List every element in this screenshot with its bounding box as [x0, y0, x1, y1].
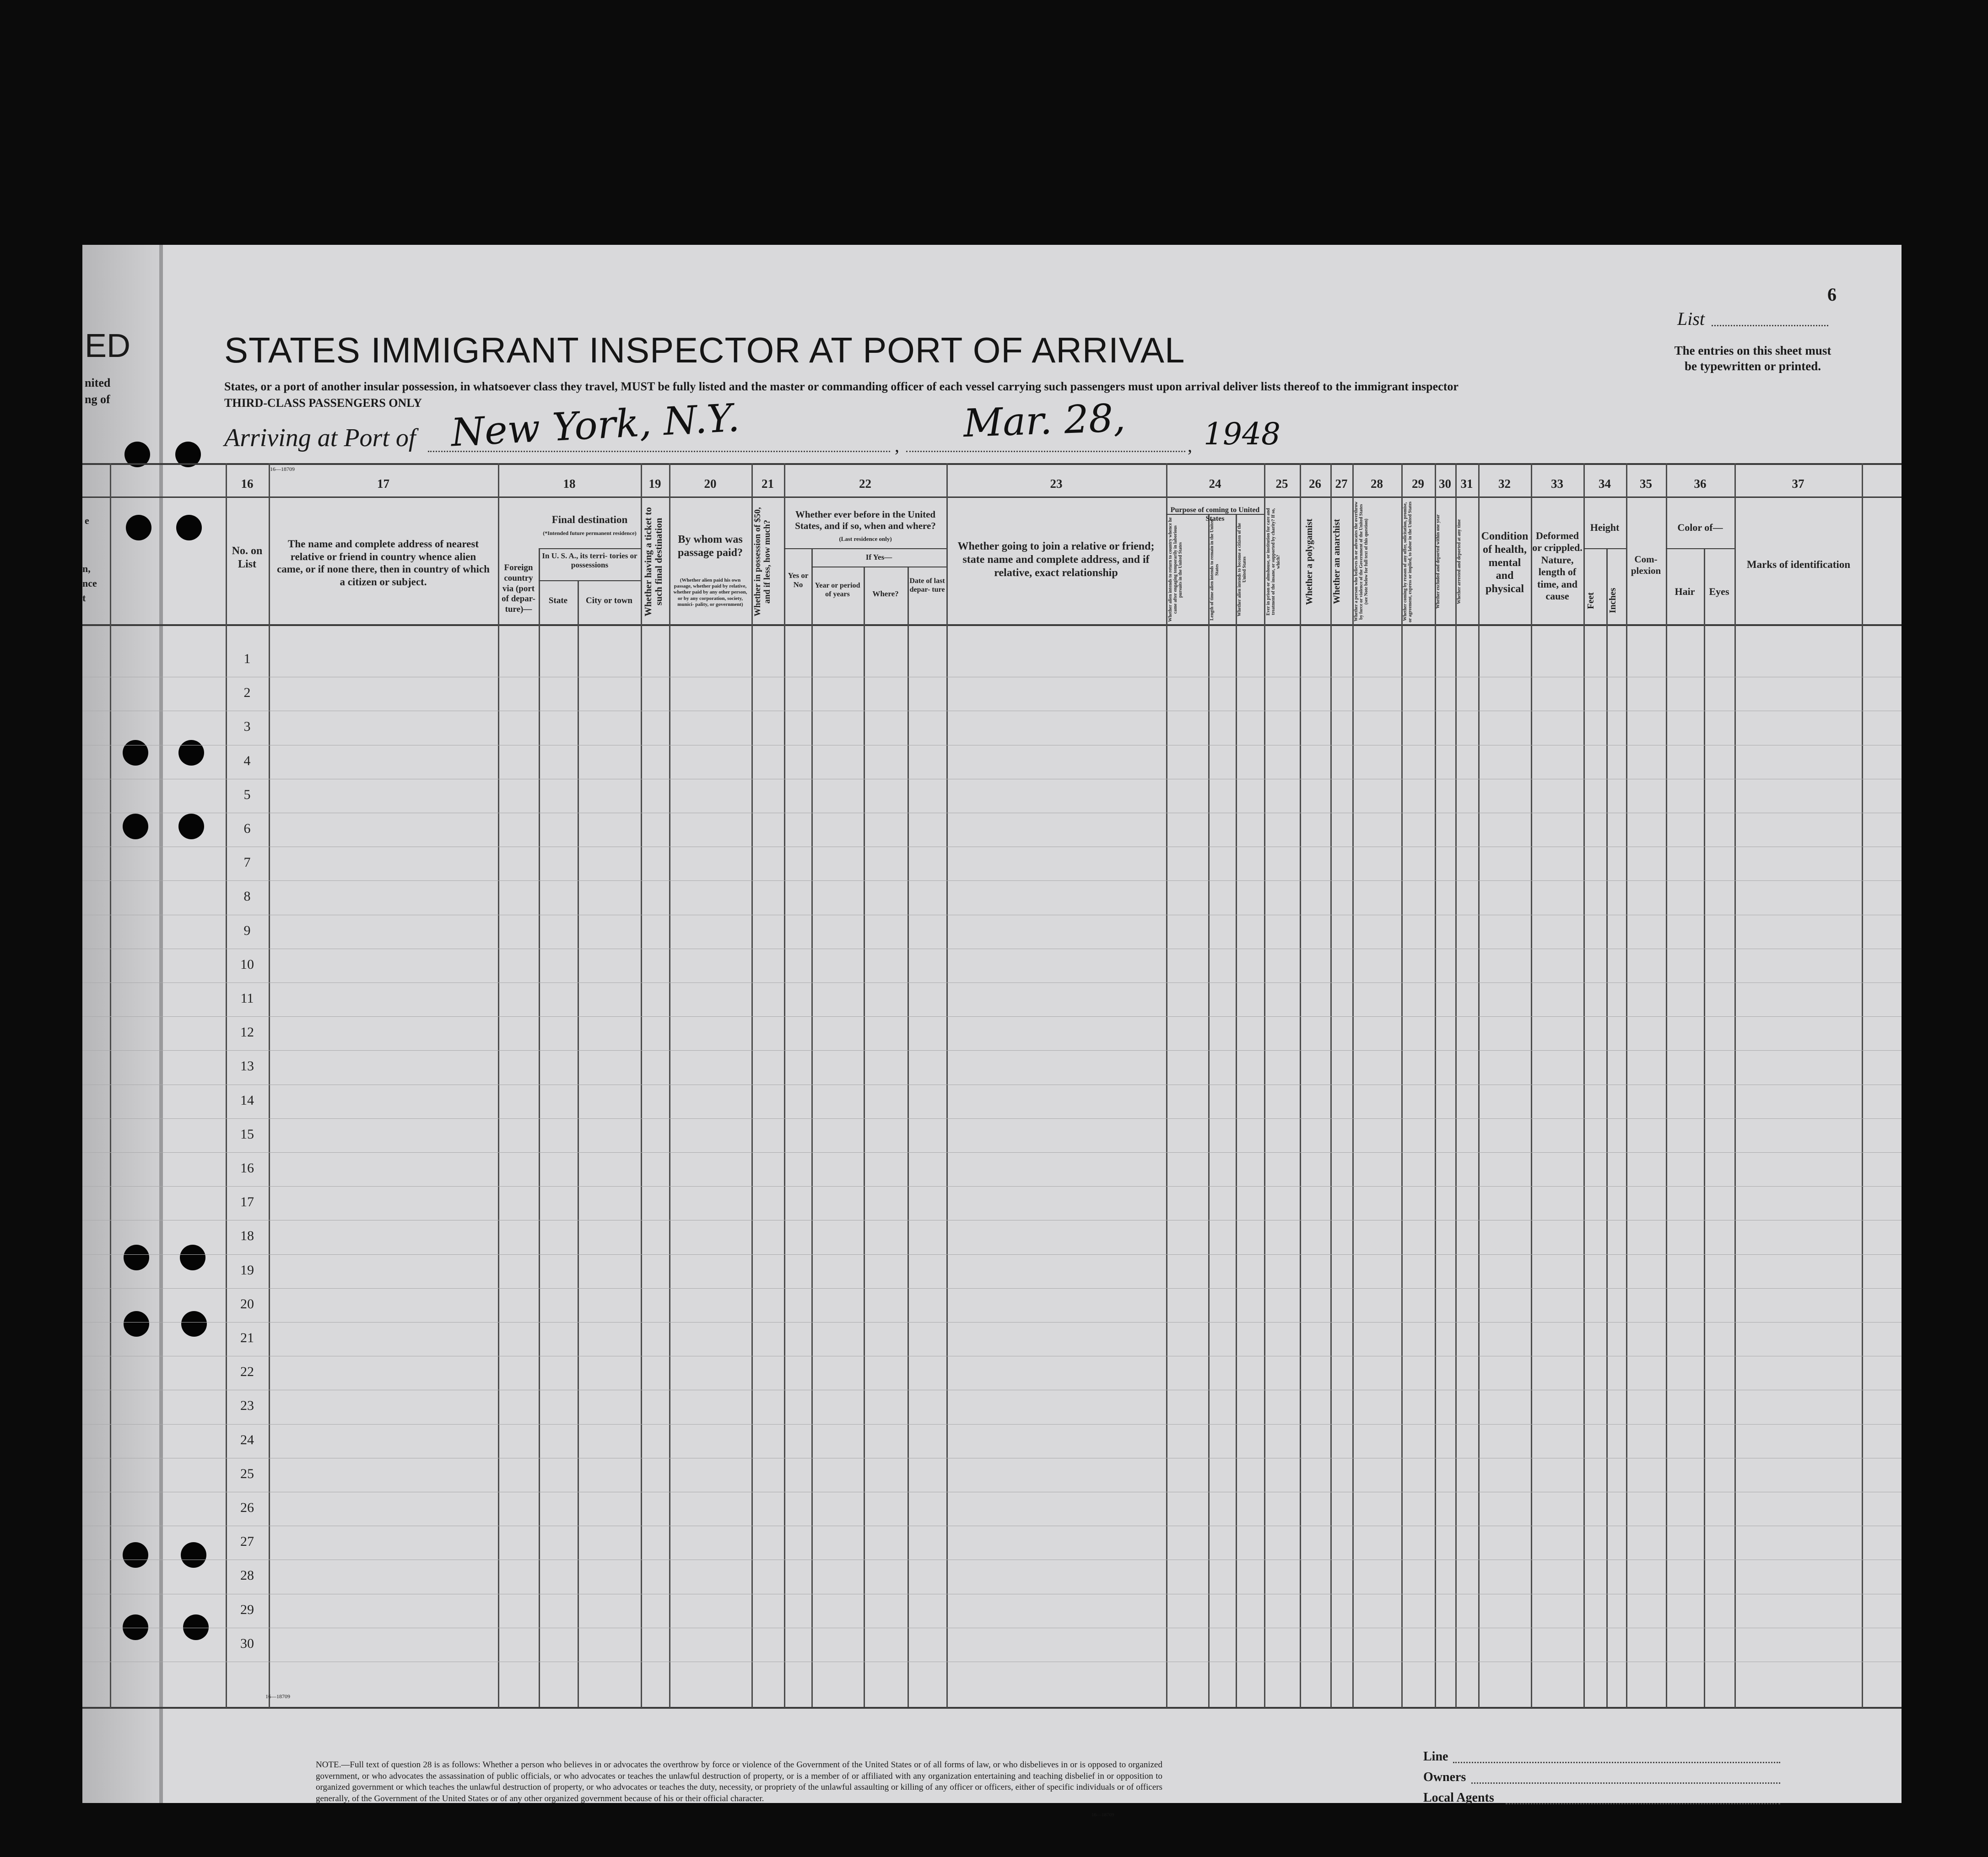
header-purpose: Purpose of coming to United States: [1170, 506, 1260, 523]
handwritten-date: Mar. 28,: [962, 395, 1126, 446]
typewritten-note-line: be typewritten or printed.: [1685, 359, 1821, 373]
page-number: 6: [1827, 284, 1837, 305]
column-number: 31: [1460, 477, 1473, 491]
column-line: [1401, 463, 1403, 1708]
row-number: 23: [240, 1398, 254, 1414]
header-feet: Feet: [1586, 592, 1596, 609]
table-row-line: [82, 1322, 1902, 1323]
column-line: [1478, 463, 1480, 1708]
header-col20-note: (Whether alien paid his own passage, whether paid by relative, whether paid by any other person, or by any corporation, society, munici- pality, or government): [673, 578, 747, 607]
row-number: 4: [243, 753, 251, 768]
column-line: [908, 567, 909, 1707]
column-number: 28: [1371, 477, 1383, 491]
punch-hole: [124, 1311, 149, 1337]
left-edge-fragment: ng of: [85, 393, 110, 406]
form-code-note: 16—18709: [1091, 1812, 1114, 1818]
row-number: 21: [240, 1330, 254, 1345]
column-number: 25: [1275, 477, 1288, 491]
column-line: [1166, 463, 1167, 1708]
header-foreign-country: Foreign country via (port of depar- ture)—: [502, 563, 535, 615]
row-number: 6: [243, 821, 251, 836]
header-col22: Whether ever before in the United States, and if so, when and where?: [795, 509, 936, 532]
punch-hole: [124, 1245, 149, 1270]
class-line: THIRD-CLASS PASSENGERS ONLY: [224, 396, 422, 410]
column-number: 17: [377, 477, 389, 491]
row-number: 1: [243, 651, 251, 666]
column-line: [1264, 463, 1265, 1708]
header-if-yes: If Yes—: [865, 553, 892, 561]
column-line: [784, 463, 785, 1708]
table-row-line: [82, 982, 1902, 983]
table-row-line: [82, 1016, 1902, 1017]
row-number: 25: [240, 1466, 254, 1481]
table-top-rule: [82, 463, 1902, 465]
page-fold: [159, 245, 163, 1803]
typewritten-note-line: The entries on this sheet must: [1674, 344, 1831, 357]
footer-owners-field[interactable]: [1471, 1782, 1780, 1784]
left-edge-fragment: nce: [82, 578, 97, 589]
header-col19: Whether having a ticket to such final destination: [643, 507, 664, 616]
header-year-period: Year or period of years: [815, 582, 860, 599]
footer-owners-label: Owners: [1423, 1770, 1466, 1784]
left-edge-fragment: e: [85, 515, 89, 526]
form-subtitle: States, or a port of another insular possession, in whatsoever class they travel, MUST be fully listed and the master or commanding officer of each vessel carrying such passengers must upon arrival deliver lists thereof to the immigrant inspector: [224, 380, 1459, 393]
column-number: 29: [1412, 477, 1424, 491]
punch-hole: [181, 1542, 206, 1568]
header-subrule: [539, 548, 641, 549]
column-line: [1435, 463, 1436, 1708]
row-number: 24: [240, 1432, 254, 1447]
punch-hole: [181, 1311, 207, 1337]
header-final-destination: Final destination: [551, 514, 628, 525]
column-number: 27: [1335, 477, 1348, 491]
row-number: 17: [240, 1194, 254, 1210]
column-number: 30: [1439, 477, 1451, 491]
column-number: 26: [1309, 477, 1321, 491]
row-number: 12: [240, 1025, 254, 1040]
column-number: 18: [563, 477, 576, 491]
column-line: [1352, 463, 1354, 1708]
column-line: [641, 463, 642, 1708]
header-no-on-list: No. on List: [232, 545, 263, 570]
column-number: 24: [1209, 477, 1221, 491]
footer-agents-field[interactable]: [1506, 1803, 1780, 1804]
punch-hole: [178, 814, 204, 839]
header-col27: Whether an anarchist: [1332, 519, 1342, 605]
header-subrule: [1666, 548, 1734, 549]
header-final-destination-note: (*Intended future permanent residence): [543, 530, 637, 536]
header-inches: Inches: [1608, 588, 1618, 614]
arriving-label: Arriving at Port of: [224, 424, 416, 452]
header-col29: Whether coming by reason of any offer, solicitation, promise, or agreement, express or implied, to labor in the United States: [1403, 501, 1413, 622]
header-state: State: [548, 596, 568, 605]
column-line: [1626, 463, 1627, 1708]
header-col31: Whether arrested and deported at any time: [1457, 519, 1462, 605]
form-code-top: 16—18709: [270, 466, 295, 472]
column-line: [751, 463, 753, 1708]
header-subrule: [539, 580, 641, 581]
list-label: List: [1677, 308, 1705, 329]
punch-hole: [123, 740, 148, 766]
row-number: 14: [240, 1092, 254, 1108]
list-dotted-line: [1712, 325, 1828, 326]
table-row-line: [82, 1288, 1902, 1289]
column-number: 19: [648, 477, 661, 491]
header-col24a: Whether alien intends to return to country whence he came after engaging temporarily in laborious pursuits in the United States: [1168, 517, 1183, 622]
left-edge-fragment: nited: [85, 376, 111, 389]
row-number: 20: [240, 1296, 254, 1312]
column-line: [864, 567, 865, 1707]
header-col30: Whether excluded and deported within one year: [1436, 514, 1441, 609]
footer-line-field[interactable]: [1453, 1762, 1780, 1763]
header-col20: By whom was passage paid?: [677, 534, 743, 559]
header-col24c: Whether alien intends to become a citizen of the United States: [1237, 523, 1247, 617]
column-number: 34: [1599, 477, 1611, 491]
column-line: [811, 549, 813, 1707]
table-row-line: [82, 1118, 1902, 1119]
column-number: 36: [1694, 477, 1707, 491]
header-city: City or town: [585, 596, 633, 605]
column-line: [1606, 549, 1608, 1707]
column-line: [1236, 515, 1237, 1707]
left-edge-fragment: ED: [85, 328, 131, 364]
date-dotted-line: [906, 451, 1185, 452]
header-complexion: Com- plexion: [1631, 554, 1661, 577]
comma: ,: [1188, 435, 1192, 456]
row-number: 28: [240, 1568, 254, 1583]
row-number: 7: [243, 855, 251, 870]
row-number: 2: [243, 685, 251, 701]
column-line: [1330, 463, 1332, 1708]
header-col17: The name and complete address of nearest relative or friend in country whence alien came, or if none there, then in country of which a citizen or subject.: [277, 538, 490, 588]
header-col25: Ever in prison or almshouse, or institution for care and treatment of the insane, or supported by charity? If so, which?: [1266, 508, 1281, 615]
row-number: 27: [240, 1534, 254, 1549]
left-page-shadow: [82, 245, 160, 1803]
column-number: 20: [704, 477, 717, 491]
header-subrule: [1583, 548, 1626, 549]
row-number: 29: [240, 1602, 254, 1617]
row-number: 10: [240, 956, 254, 972]
punch-hole: [126, 515, 151, 540]
column-number: 16: [241, 477, 254, 491]
handwritten-port: New York, N.Y.: [449, 395, 741, 455]
row-number: 9: [243, 923, 251, 938]
header-in-usa: In U. S. A., its terri- tories or possessions: [542, 551, 637, 570]
column-line: [1300, 463, 1301, 1708]
header-col26: Whether a polygamist: [1304, 518, 1314, 605]
punch-hole: [123, 814, 148, 839]
row-number: 15: [240, 1126, 254, 1142]
footer-agents-label: Local Agents: [1423, 1791, 1494, 1805]
comma: ,: [895, 435, 899, 456]
header-date-last: Date of last depar- ture: [909, 577, 945, 594]
header-col28: Whether a person who believes in or advocates the overthrow by force or violence of the Government of the United States (see Note below for full text of this question): [1354, 502, 1369, 622]
question-28-note: NOTE.—Full text of question 28 is as follows: Whether a person who believes in or advocates the overthrow by force or violence of the Government of the United States or of all forms of law, or who disbelieves in or is opposed to organized government, or who advocates the assassination of public officials, or who advocates or teaches the unlawful destruction of property, or is a member of or affiliated with any organization entertaining and teaching disbelief in or opposition to organized government or which teaches the unlawful destruction of property, or who advocates or teaches the duty, necessity, or propriety of the unlawful assaulting or killing of any officer or officers, either of specific individuals or of officers generally, of the Government of the United States or of any other organized government because of his or their official character.: [316, 1760, 1162, 1804]
punch-hole: [123, 1542, 148, 1568]
column-line: [578, 581, 579, 1707]
column-line: [1734, 463, 1736, 1708]
column-line: [1704, 549, 1705, 1707]
column-number: 22: [859, 477, 871, 491]
header-col37: Marks of identification: [1746, 559, 1851, 570]
column-number: 21: [762, 477, 774, 491]
form-title: STATES IMMIGRANT INSPECTOR AT PORT OF ARRIVAL: [224, 330, 1185, 370]
row-number: 26: [240, 1500, 254, 1515]
column-line: [1583, 463, 1585, 1708]
column-number: 23: [1050, 477, 1063, 491]
form-code-bottom: 16—18709: [265, 1693, 290, 1700]
column-number: 33: [1551, 477, 1563, 491]
row-number: 30: [240, 1636, 254, 1651]
row-number: 11: [240, 991, 254, 1006]
left-edge-fragment: t: [82, 592, 86, 604]
column-line: [539, 549, 540, 1707]
handwritten-year: 1948: [1204, 416, 1280, 452]
punch-hole: [176, 515, 202, 540]
table-row-line: [82, 1186, 1902, 1187]
header-hair: Hair: [1675, 586, 1695, 597]
row-number: 19: [240, 1262, 254, 1278]
header-color-of: Color of—: [1677, 522, 1723, 533]
column-line: [669, 463, 670, 1708]
row-number: 13: [240, 1058, 254, 1074]
column-line: [1666, 463, 1667, 1708]
table-row-line: [82, 1050, 1902, 1051]
column-line: [1862, 463, 1863, 1708]
row-number: 22: [240, 1364, 254, 1380]
column-line: [1455, 463, 1457, 1708]
header-eyes: Eyes: [1709, 586, 1729, 597]
header-col24b: Length of time alien intends to remain in the United States: [1210, 519, 1220, 621]
table-row-line: [82, 1254, 1902, 1255]
column-line: [1531, 463, 1532, 1708]
header-col22-note: (Last residence only): [839, 535, 892, 542]
header-col32: Condition of health, mental and physical: [1481, 530, 1529, 595]
header-col33: Deformed or crippled. Nature, length of time, and cause: [1532, 530, 1583, 602]
column-line: [226, 463, 227, 1708]
column-number: 32: [1498, 477, 1511, 491]
column-line: [269, 463, 270, 1708]
column-line: [498, 463, 499, 1708]
table-row-line: [82, 880, 1902, 881]
punch-hole: [178, 740, 204, 766]
column-line: [1208, 515, 1210, 1707]
table-row-line: [82, 1424, 1902, 1425]
table-row-line: [82, 1152, 1902, 1153]
column-number: 37: [1792, 477, 1804, 491]
row-number: 18: [240, 1228, 254, 1244]
column-line: [946, 463, 948, 1708]
column-line: [110, 463, 111, 1708]
row-number: 5: [243, 787, 251, 802]
row-number: 16: [240, 1161, 254, 1176]
header-where: Where?: [872, 589, 899, 598]
header-height: Height: [1590, 522, 1620, 533]
table-bottom-rule: [82, 1707, 1902, 1709]
header-col23: Whether going to join a relative or friend; state name and complete address, and if relative, exact relationship: [957, 540, 1155, 579]
row-number: 8: [243, 889, 251, 904]
colnum-rule: [82, 497, 1902, 498]
header-subrule: [784, 548, 946, 549]
row-number: 3: [243, 719, 251, 734]
typewritten-note: [1634, 343, 1872, 374]
column-number: 35: [1640, 477, 1652, 491]
punch-hole: [180, 1245, 205, 1270]
header-bottom-rule: [82, 624, 1902, 626]
header-col21: Whether in possession of $50, and if less, how much?: [753, 507, 772, 616]
header-yes-no: Yes or No: [788, 571, 809, 589]
left-edge-fragment: n,: [82, 563, 91, 574]
footer-line-label: Line: [1423, 1749, 1448, 1764]
